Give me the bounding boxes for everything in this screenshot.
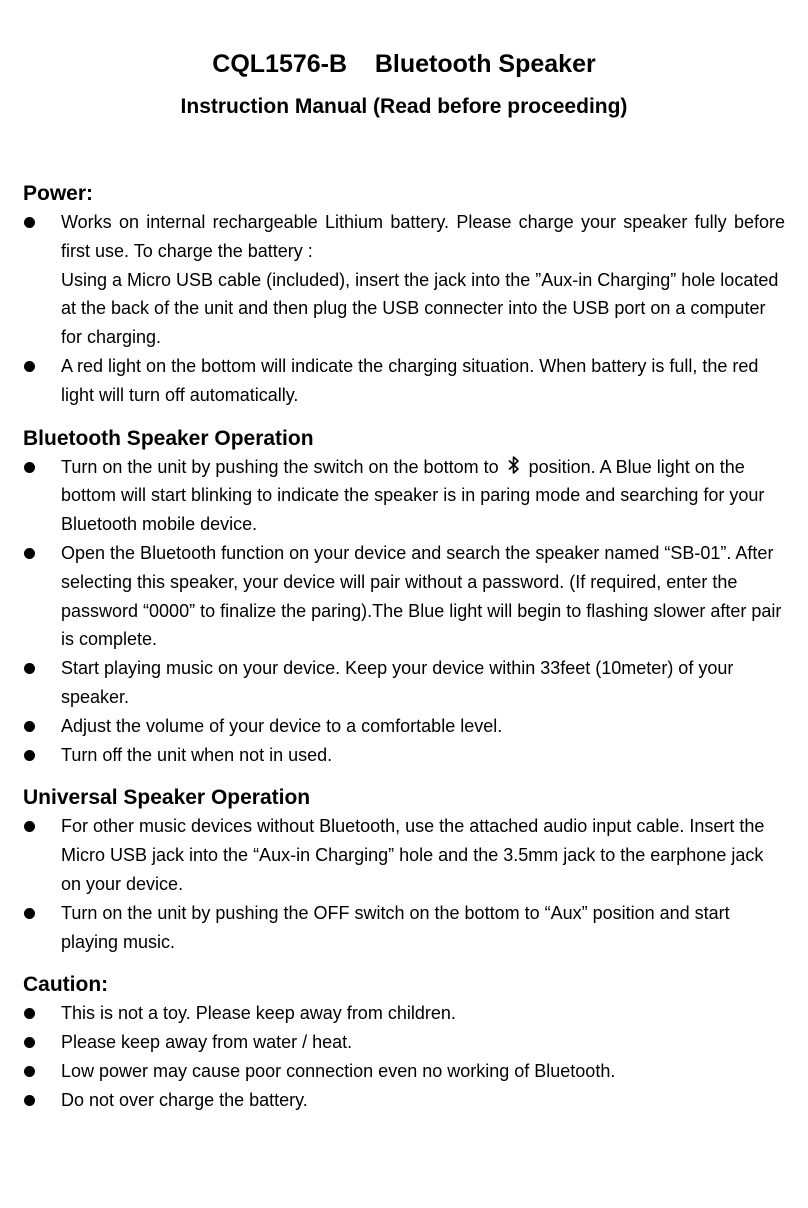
power-section (23, 180, 785, 410)
document-title: CQL1576-B Bluetooth Speaker (212, 50, 596, 78)
bluetooth-item-text: Start playing music on your device. Keep your device within 33feet (10meter) of your speaker. (61, 658, 734, 707)
caution-item-text: Do not over charge the battery. (61, 1089, 308, 1110)
bluetooth-icon (499, 455, 529, 475)
universal-item-text: For other music devices without Bluetooth, use the attached audio input cable. Insert the Micro USB jack into the “Aux-in Charging” hole and the 3.5mm jack to the earphone jack on your device. (61, 816, 765, 894)
bullet-icon (24, 1037, 35, 1048)
bluetooth-item-text: Turn on the unit by pushing the switch on the bottom to (61, 456, 499, 477)
bullet-icon (24, 1095, 35, 1106)
power-list (23, 208, 785, 410)
bluetooth-item-text: position. A Blue light on the bottom will start blinking to indicate the speaker is in paring mode and searching for your Bluetooth mobile device. (61, 456, 765, 535)
power-item-text: A red light on the bottom will indicate the charging situation. When battery is full, the red light will turn off automatically. (61, 355, 759, 405)
bullet-icon (24, 663, 35, 674)
bluetooth-section (23, 425, 785, 770)
universal-list (23, 812, 785, 956)
bullet-icon (24, 1066, 35, 1077)
bullet-icon (24, 462, 35, 473)
bullet-icon (24, 750, 35, 761)
list-item (23, 208, 785, 352)
bluetooth-list (23, 453, 785, 770)
list-item (23, 1028, 785, 1057)
list-item (23, 539, 785, 654)
list-item (23, 999, 785, 1028)
list-item (23, 654, 785, 712)
caution-item-text: Low power may cause poor connection even no working of Bluetooth. (61, 1060, 616, 1081)
list-item (23, 352, 785, 410)
bullet-icon (24, 548, 35, 559)
universal-item-text: Turn on the unit by pushing the OFF switch on the bottom to “Aux” position and start playing music. (61, 902, 730, 952)
bullet-icon (24, 217, 35, 228)
bullet-icon (24, 821, 35, 832)
list-item (23, 1086, 785, 1115)
power-item-text: Using a Micro USB cable (included), insert the jack into the ”Aux-in Charging” hole located at the back of the unit and then plug the USB connecter into the USB port on a computer for charging. (61, 269, 779, 348)
caution-heading: Caution: (23, 973, 109, 997)
bullet-icon (24, 1008, 35, 1019)
caution-item-text: This is not a toy. Please keep away from children. (61, 1003, 456, 1024)
power-item-text: Works on internal rechargeable Lithium battery. Please charge your speaker fully before first use. To charge the battery : (61, 212, 785, 261)
bluetooth-heading: Bluetooth Speaker Operation (23, 426, 314, 450)
caution-item-text: Please keep away from water / heat. (61, 1032, 353, 1053)
list-item (23, 812, 785, 898)
universal-section (23, 784, 785, 956)
bullet-icon (24, 361, 35, 372)
universal-heading: Universal Speaker Operation (23, 786, 311, 810)
bluetooth-item-text: Turn off the unit when not in used. (61, 744, 333, 765)
caution-list (23, 999, 785, 1114)
power-heading: Power: (23, 182, 94, 205)
bluetooth-item-text: Open the Bluetooth function on your device and search the speaker named “SB-01”. After selecting this speaker, your device will pair without a password. (If required, enter the password “0000” to finalize the paring).The Blue light will begin to flashing slower after pair is complete. (61, 542, 782, 650)
list-item (23, 899, 785, 957)
list-item (23, 741, 785, 770)
bullet-icon (24, 908, 35, 919)
list-item (23, 1057, 785, 1086)
caution-section (23, 971, 785, 1114)
bullet-icon (24, 721, 35, 732)
list-item (23, 453, 785, 539)
bluetooth-item-text: Adjust the volume of your device to a comfortable level. (61, 715, 503, 736)
document-subtitle: Instruction Manual (Read before proceeding) (180, 95, 628, 118)
list-item (23, 712, 785, 741)
manual-content (23, 180, 785, 1130)
